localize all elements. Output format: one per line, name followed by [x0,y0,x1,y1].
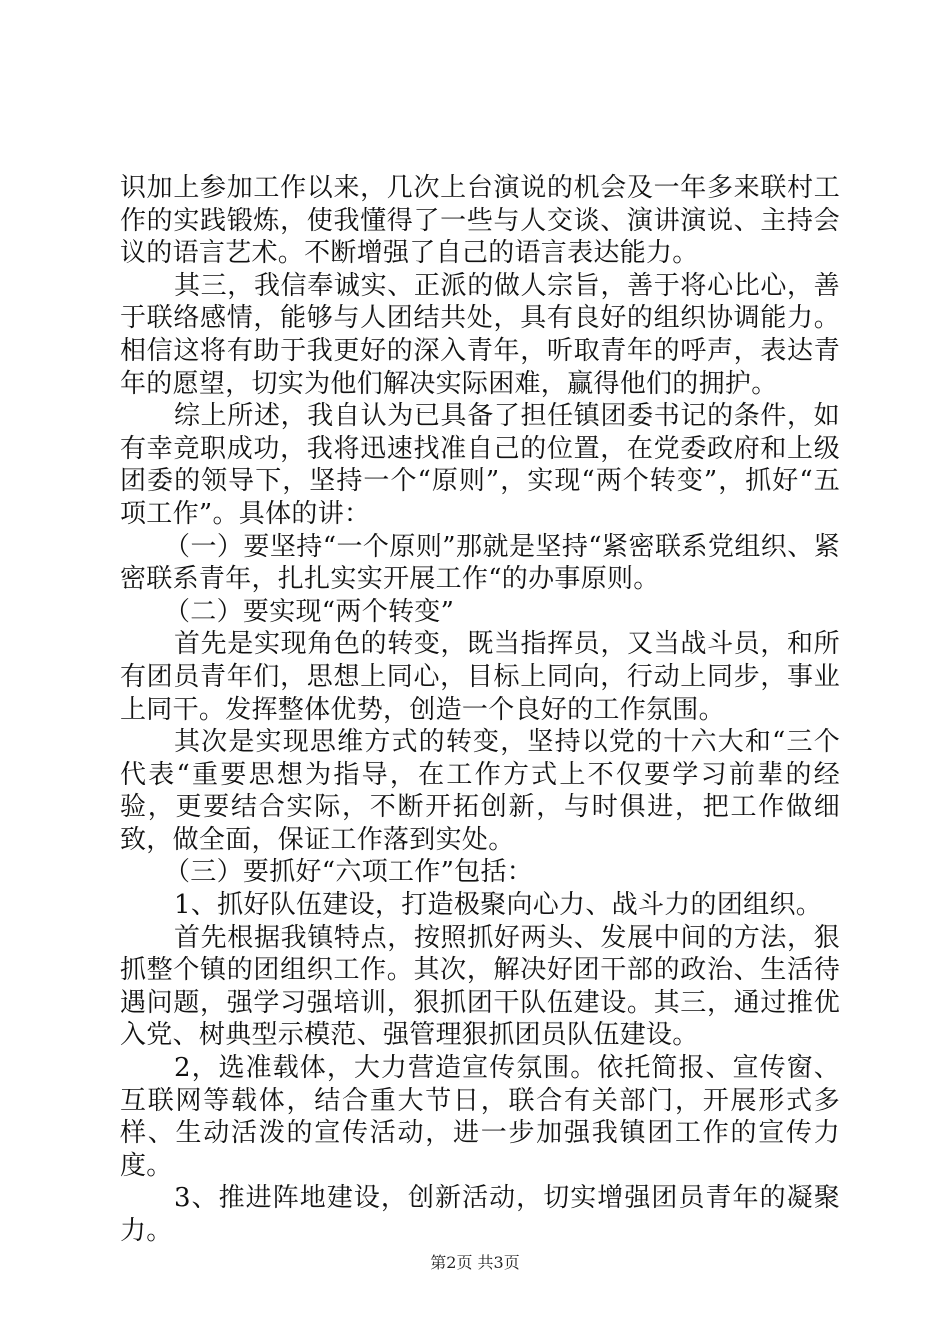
document-body [120,172,840,1248]
page-number-label: 第2页 共3页 [430,1253,520,1272]
paragraph-3: 综上所述，我自认为已具备了担任镇团委书记的条件，如有幸竞职成功，我将迅速找准自己的位置，在党委政府和上级团委的领导下，坚持一个“原则”，实现“两个转变”，抓好“五项工作”。具体的讲： [120,401,840,529]
paragraph-2: 其三，我信奉诚实、正派的做人宗旨，善于将心比心，善于联络感情，能够与人团结共处，具有良好的组织协调能力。相信这将有助于我更好的深入青年，听取青年的呼声，表达青年的愿望，切实为他们解决实际困难，赢得他们的拥护。 [120,270,840,399]
paragraph-7: 其次是实现思维方式的转变，坚持以党的十六大和“三个代表“重要思想为指导，在工作方式上不仅要学习前辈的经验，更要结合实际，不断开拓创新，与时俱进，把工作做细致，做全面，保证工作落到实处。 [120,727,840,855]
paragraph-10: 首先根据我镇特点，按照抓好两头、发展中间的方法，狠抓整个镇的团组织工作。其次，解决好团干部的政治、生活待遇问题，强学习强培训，狠抓团干队伍建设。其三，通过推优入党、树典型示模范、强管理狠抓团员队伍建设。 [120,922,840,1051]
paragraph-8: （三）要抓好“六项工作”包括： [164,857,534,888]
paragraph-6: 首先是实现角色的转变，既当指挥员，又当战斗员，和所有团员青年们，思想上同心，目标上同向，行动上同步，事业上同干。发挥整体优势，创造一个良好的工作氛围。 [120,629,840,725]
paragraph-9: 1、抓好队伍建设，打造极聚向心力、战斗力的团组织。 [174,890,823,921]
page-footer [0,1250,950,1273]
paragraph-11: 2，选准载体，大力营造宣传氛围。依托简报、宣传窗、互联网等载体，结合重大节日，联合有关部门，开展形式多样、生动活泼的宣传活动，进一步加强我镇团工作的宣传力度。 [120,1053,840,1181]
paragraph-12: 3、推进阵地建设，创新活动，切实增强团员青年的凝聚力。 [120,1183,840,1246]
paragraph-1: 识加上参加工作以来，几次上台演说的机会及一年多来联村工作的实践锻炼，使我懂得了一些与人交谈、演讲演说、主持会议的语言艺术。不断增强了自己的语言表达能力。 [120,173,840,269]
paragraph-4: （一）要坚持“一个原则”那就是坚持“紧密联系党组织、紧密联系青年，扎扎实实开展工作“的办事原则。 [120,531,840,595]
paragraph-5: （二）要实现“两个转变” [164,596,455,627]
